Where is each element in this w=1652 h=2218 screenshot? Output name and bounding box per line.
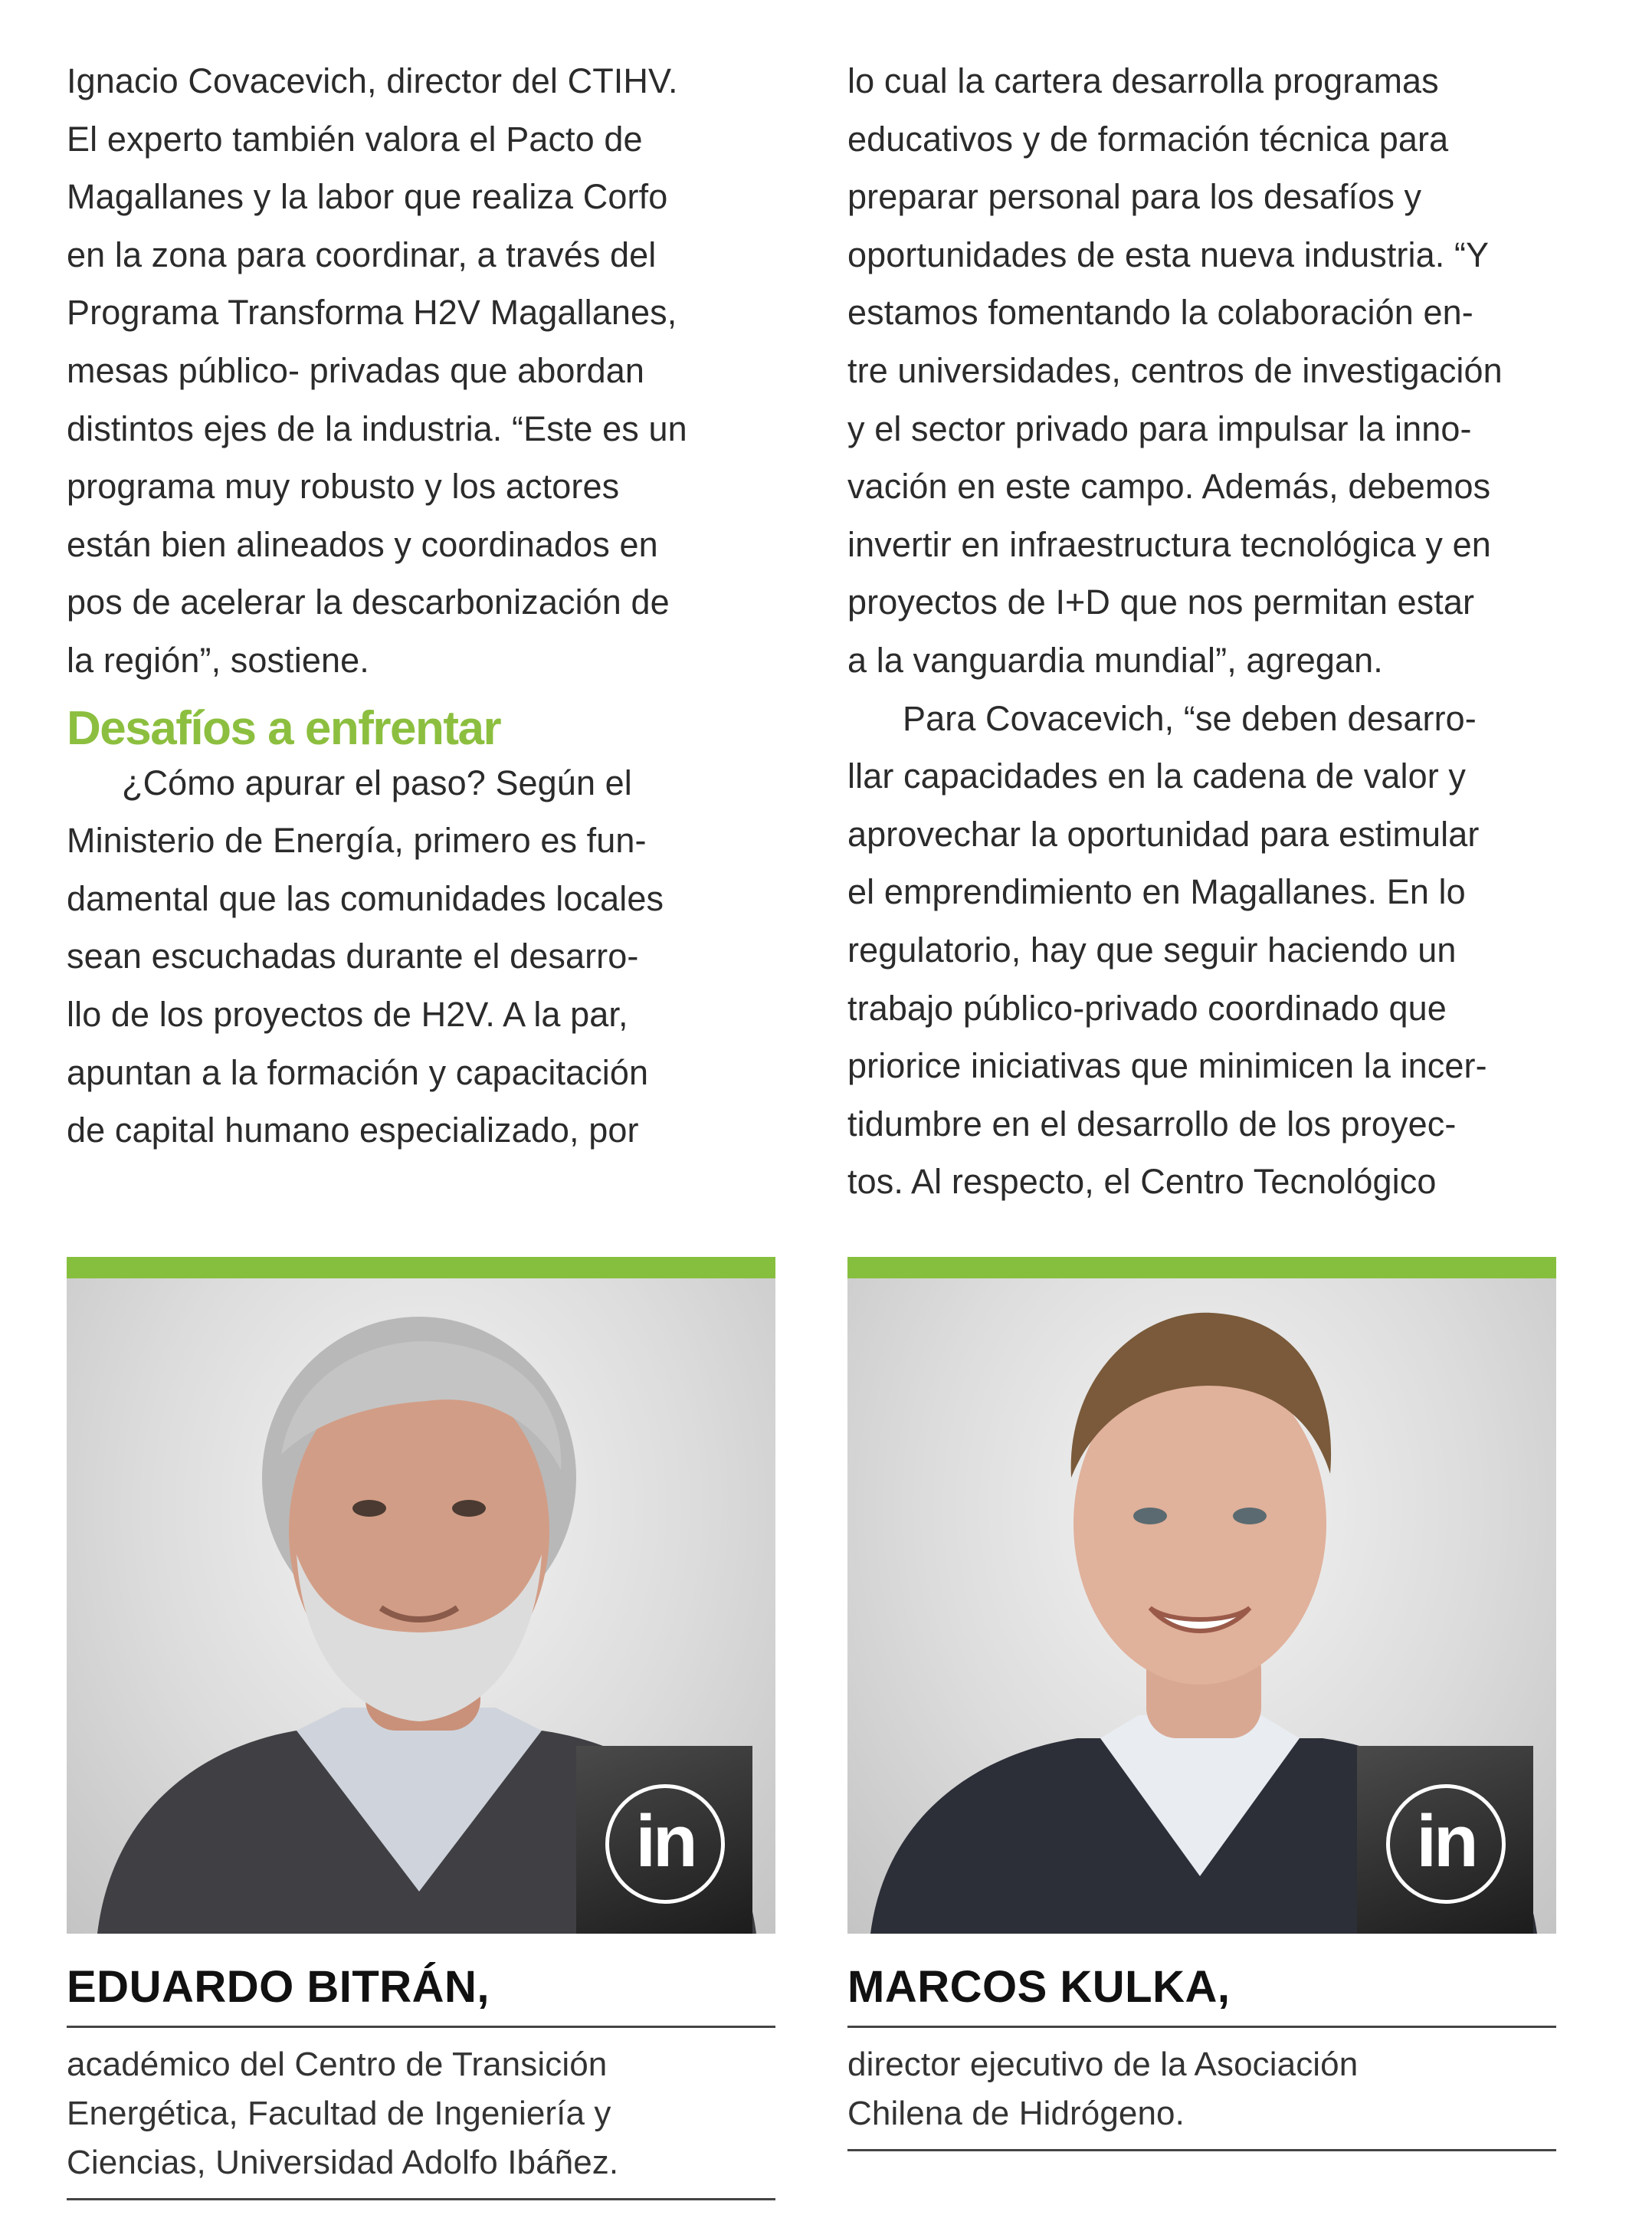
text-line: proyectos de I+D que nos permitan estar xyxy=(847,582,1475,622)
text-line: programa muy robusto y los actores xyxy=(67,467,620,507)
linkedin-icon: in xyxy=(1386,1784,1506,1904)
profile-card-marcos-kulka xyxy=(847,1257,1556,2151)
text-line: Programa Transforma H2V Magallanes, xyxy=(67,293,677,333)
text-line: Para Covacevich, “se deben desarro- xyxy=(903,698,1477,738)
linkedin-badge[interactable] xyxy=(1357,1746,1533,1934)
text-line: damental que las comunidades locales xyxy=(67,878,664,918)
divider xyxy=(67,2198,775,2200)
text-line: a la vanguardia mundial”, agregan. xyxy=(847,640,1383,680)
accent-bar xyxy=(67,1257,775,1278)
text-line: de capital humano especializado, por xyxy=(67,1111,639,1150)
right-text-column xyxy=(847,52,1606,1211)
description-line: Chilena de Hidrógeno. xyxy=(847,2095,1185,2132)
left-text-column xyxy=(67,52,756,1160)
text-line: Magallanes y la labor que realiza Corfo xyxy=(67,177,668,217)
profile-description xyxy=(847,2040,1556,2138)
paragraph-bottom xyxy=(67,754,756,1160)
text-line: tos. Al respecto, el Centro Tecnológico xyxy=(847,1162,1437,1202)
text-line: ¿Cómo apurar el paso? Según el xyxy=(122,763,632,802)
text-line: preparar personal para los desafíos y xyxy=(847,177,1422,217)
portrait-photo xyxy=(847,1278,1556,1934)
divider xyxy=(847,2026,1556,2028)
text-line: oportunidades de esta nueva industria. “Y xyxy=(847,235,1490,274)
description-line: Ciencias, Universidad Adolfo Ibáñez. xyxy=(67,2144,619,2181)
text-line: en la zona para coordinar, a través del xyxy=(67,235,657,274)
profile-name: MARCOS KULKA, xyxy=(847,1962,1231,2012)
text-line: estamos fomentando la colaboración en- xyxy=(847,293,1473,333)
text-line: distintos ejes de la industria. “Este es un xyxy=(67,408,687,448)
text-line: llo de los proyectos de H2V. A la par, xyxy=(67,994,628,1034)
text-line: la región”, sostiene. xyxy=(67,640,369,680)
divider xyxy=(67,2026,775,2028)
divider xyxy=(847,2149,1556,2151)
text-line: tidumbre en el desarrollo de los proyec- xyxy=(847,1104,1457,1143)
section-subheading: Desafíos a enfrentar xyxy=(67,701,501,755)
text-line: mesas público- privadas que abordan xyxy=(67,350,644,390)
description-line: Energética, Facultad de Ingeniería y xyxy=(67,2095,611,2132)
text-line: llar capacidades en la cadena de valor y xyxy=(847,756,1467,796)
text-line: trabajo público-privado coordinado que xyxy=(847,988,1447,1028)
profile-description xyxy=(67,2040,775,2187)
text-line: sean escuchadas durante el desarro- xyxy=(67,937,639,976)
text-line: Ministerio de Energía, primero es fun- xyxy=(67,821,647,861)
accent-bar xyxy=(847,1257,1556,1278)
text-line: educativos y de formación técnica para xyxy=(847,119,1449,159)
text-line: aprovechar la oportunidad para estimular xyxy=(847,814,1480,854)
text-line: priorice iniciativas que minimicen la incer- xyxy=(847,1046,1487,1086)
profile-card-eduardo-bitran xyxy=(67,1257,775,2200)
profile-name: EDUARDO BITRÁN, xyxy=(67,1962,490,2012)
text-line: el emprendimiento en Magallanes. En lo xyxy=(847,872,1466,912)
description-line: académico del Centro de Transición xyxy=(67,2046,608,2083)
text-line: tre universidades, centros de investigación xyxy=(847,350,1503,390)
text-line: invertir en infraestructura tecnológica y en xyxy=(847,524,1491,564)
text-line: están bien alineados y coordinados en xyxy=(67,524,658,564)
text-line: apuntan a la formación y capacitación xyxy=(67,1052,649,1092)
text-line: vación en este campo. Además, debemos xyxy=(847,467,1491,507)
text-line: pos de acelerar la descarbonización de xyxy=(67,582,670,622)
portrait-photo xyxy=(67,1278,775,1934)
linkedin-badge[interactable] xyxy=(576,1746,752,1934)
description-line: director ejecutivo de la Asociación xyxy=(847,2046,1359,2083)
linkedin-icon: in xyxy=(605,1784,725,1904)
text-line: El experto también valora el Pacto de xyxy=(67,119,643,159)
text-line: lo cual la cartera desarrolla programas xyxy=(847,61,1439,100)
text-line: regulatorio, hay que seguir haciendo un xyxy=(847,930,1457,970)
text-line: Ignacio Covacevich, director del CTIHV. xyxy=(67,61,678,100)
paragraph-top xyxy=(67,52,756,690)
text-line: y el sector privado para impulsar la inno- xyxy=(847,408,1472,448)
